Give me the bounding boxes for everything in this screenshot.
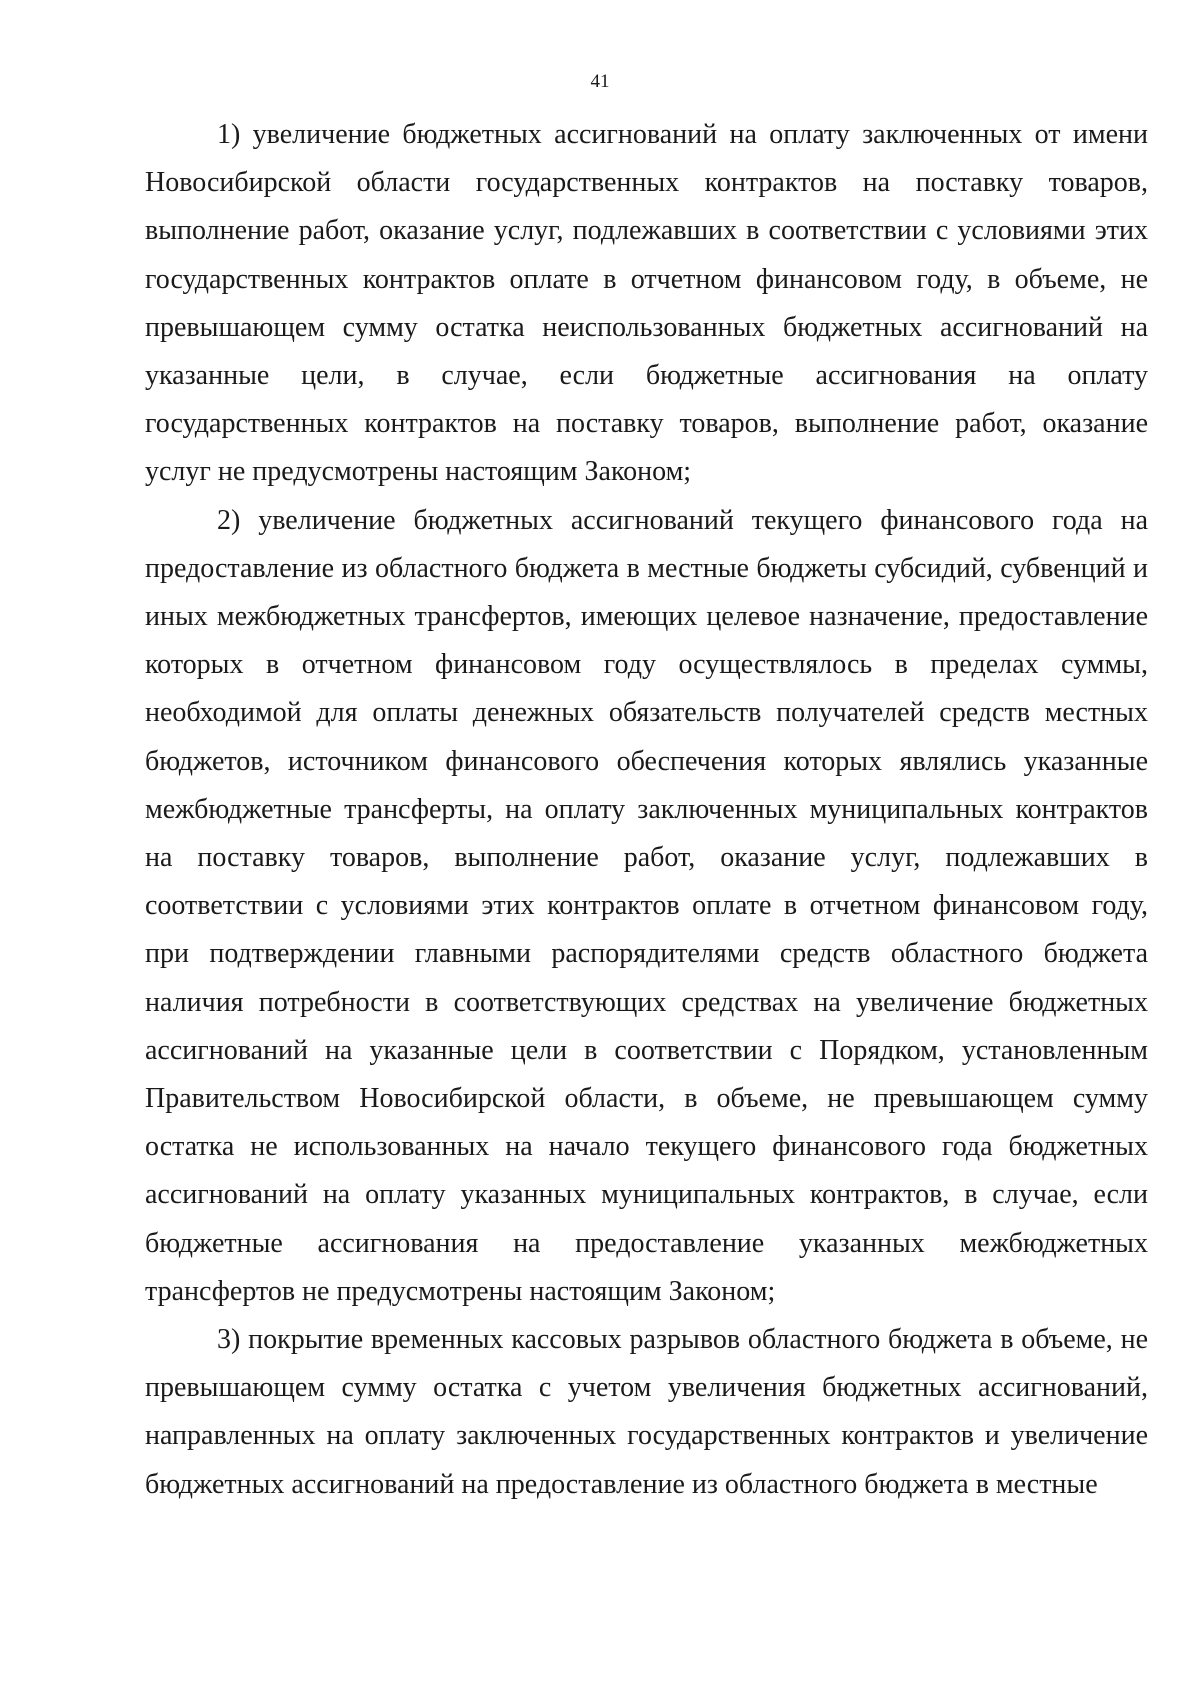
document-body	[145, 111, 1148, 1509]
paragraph-item-2: 2) увеличение бюджетных ассигнований текущего финансового года на предоставление из областного бюджета в местные бюджеты субсидий, субвенций и иных межбюджетных трансфертов, имеющих целевое назначение, предоставление которых в отчетном финансовом году осуществлялось в пределах суммы, необходимой для оплаты денежных обязательств получателей средств местных бюджетов, источником финансового обеспечения которых являлись указанные межбюджетные трансферты, на оплату заключенных муниципальных контрактов на поставку товаров, выполнение работ, оказание услуг, подлежавших в соответствии с условиями этих контрактов оплате в отчетном финансовом году, при подтверждении главными распорядителями средств областного бюджета наличия потребности в соответствующих средствах на увеличение бюджетных ассигнований на указанные цели в соответствии с Порядком, установленным Правительством Новосибирской области, в объеме, не превышающем сумму остатка не использованных на начало текущего финансового года бюджетных ассигнований на оплату указанных муниципальных контрактов, в случае, если бюджетные ассигнования на предоставление указанных межбюджетных трансфертов не предусмотрены настоящим Законом;	[145, 504, 1148, 1307]
page-number: 41	[590, 71, 610, 92]
paragraph-item-3: 3) покрытие временных кассовых разрывов областного бюджета в объеме, не превышающем сумму остатка с учетом увеличения бюджетных ассигнований, направленных на оплату заключенных государственных контрактов и увеличение бюджетных ассигнований на предоставление из областного бюджета в местные	[145, 1324, 1148, 1500]
paragraph-item-1: 1) увеличение бюджетных ассигнований на оплату заключенных от имени Новосибирской области государственных контрактов на поставку товаров, выполнение работ, оказание услуг, подлежавших в соответствии с условиями этих государственных контрактов оплате в отчетном финансовом году, в объеме, не превышающем сумму остатка неиспользованных бюджетных ассигнований на указанные цели, в случае, если бюджетные ассигнования на оплату государственных контрактов на поставку товаров, выполнение работ, оказание услуг не предусмотрены настоящим Законом;	[145, 119, 1148, 488]
